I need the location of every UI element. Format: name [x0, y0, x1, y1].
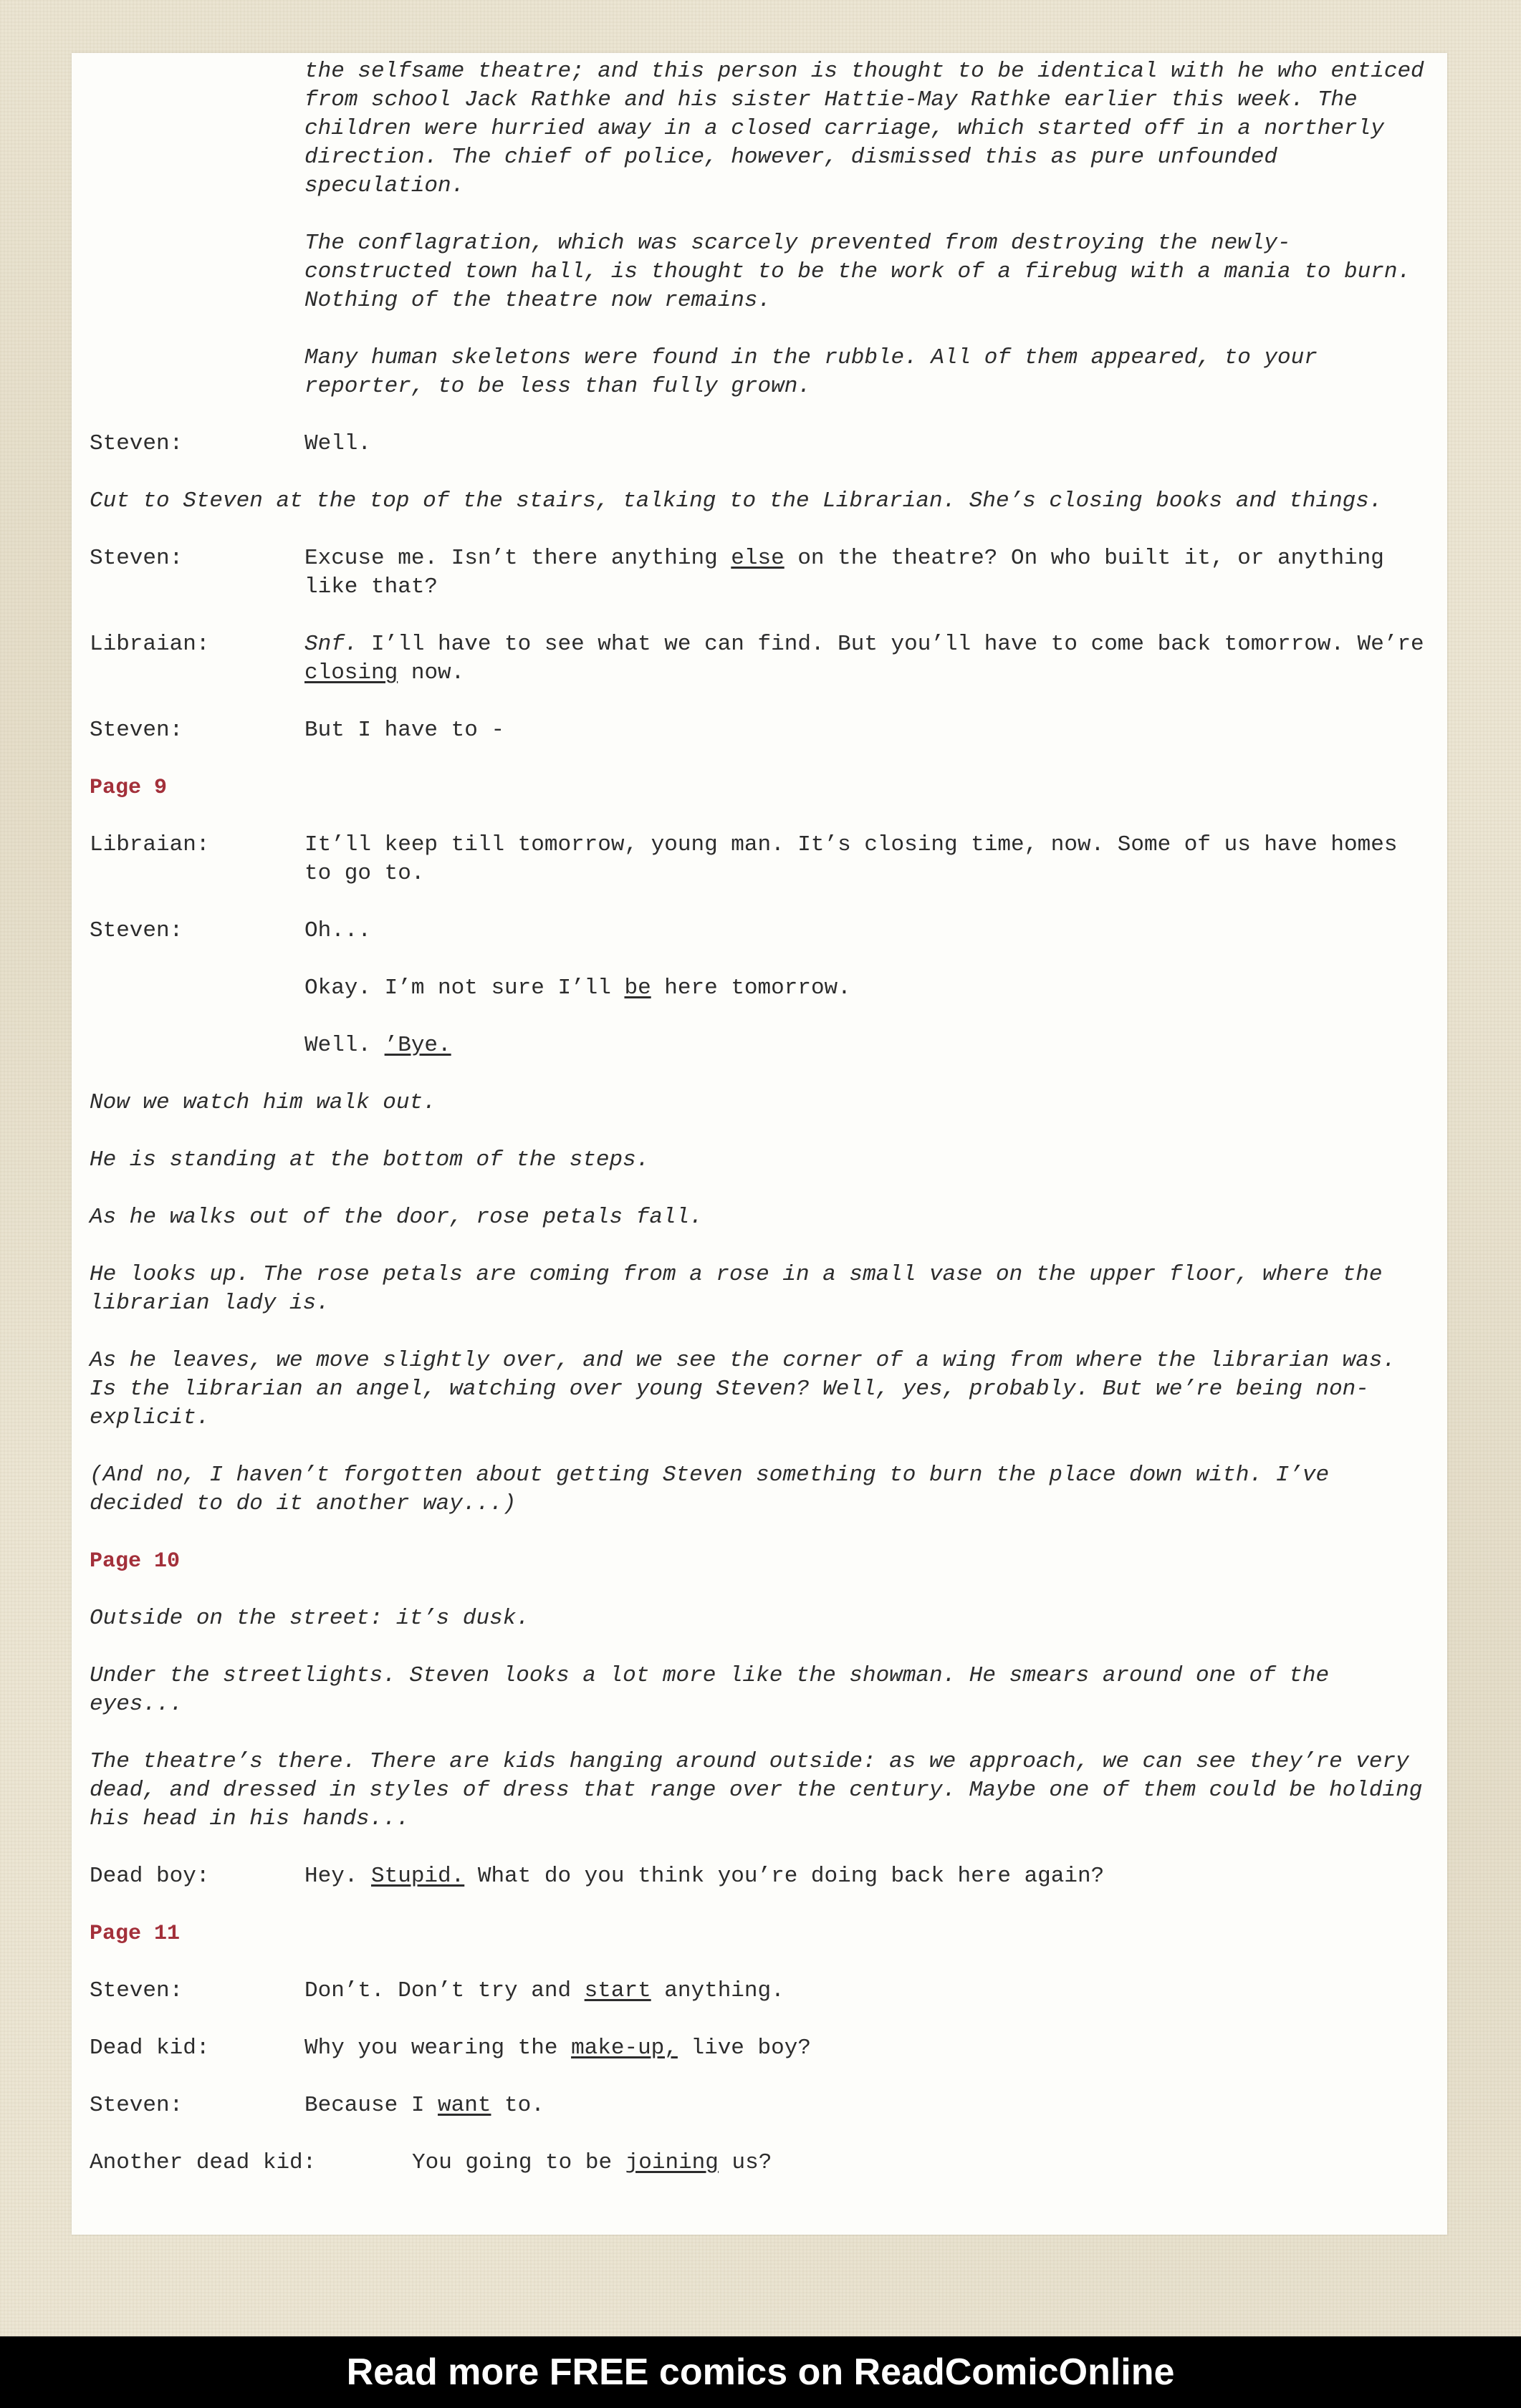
dialogue-line [90, 1862, 1429, 1891]
direction: The theatre’s there. There are kids hanging around outside: as we approach, we can see they’re very dead, and dressed in styles of dress that range over the century. Maybe one of them could be holding his head in his hands... [90, 1749, 1423, 1831]
dialogue-text: But I have to - [304, 718, 505, 743]
dialogue-line [90, 1977, 1429, 2005]
page-heading: Page 10 [90, 1549, 181, 1574]
speaker: Dead boy: [90, 1864, 210, 1889]
dialogue-line [90, 716, 1429, 745]
page-heading: Page 11 [90, 1922, 181, 1946]
dialogue-text: Well. [304, 431, 372, 456]
article-paragraph-3: Many human skeletons were found in the rubble. All of them appeared, to your reporter, to be less than fully grown. [304, 345, 1318, 399]
speaker: Libraian: [90, 832, 210, 857]
dialogue-text: Why you wearing the make-up, live boy? [304, 2036, 811, 2061]
dialogue-line [90, 2034, 1429, 2063]
speaker: Steven: [90, 431, 183, 456]
speaker: Dead kid: [90, 2036, 210, 2061]
speaker: Steven: [90, 1978, 183, 2003]
speaker: Steven: [90, 2093, 183, 2118]
dialogue-text: You going to be joining us? [412, 2150, 772, 2175]
dialogue-line [90, 430, 1429, 458]
dialogue-text: Excuse me. Isn’t there anything else on the theatre? On who built it, or anything like that? [304, 546, 1384, 599]
direction: As he walks out of the door, rose petals fall. [90, 1205, 703, 1230]
dialogue-text: Oh... [304, 918, 372, 943]
dialogue-text: Snf. I’ll have to see what we can find. But you’ll have to come back tomorrow. We’re closing now. [304, 632, 1424, 685]
dialogue-continuation: Okay. I’m not sure I’ll be here tomorrow. [304, 976, 851, 1001]
speaker: Steven: [90, 718, 183, 743]
dialogue-line [90, 544, 1429, 602]
dialogue-line [90, 630, 1429, 688]
speaker: Steven: [90, 918, 183, 943]
promo-footer-banner[interactable]: Read more FREE comics on ReadComicOnline [0, 2336, 1521, 2408]
speaker: Another dead kid: [90, 2150, 317, 2175]
article-paragraph-1: the selfsame theatre; and this person is thought to be identical with he who enticed from school Jack Rathke and his sister Hattie-May Rathke earlier this week. The children were hurried away in a closed carriage, which started off in a northerly direction. The chief of police, however, dismissed this as pure unfounded speculation. [304, 59, 1424, 198]
dialogue-line [90, 917, 1429, 945]
direction: Under the streetlights. Steven looks a lot more like the showman. He smears around one of the eyes... [90, 1663, 1330, 1717]
dialogue-line [90, 831, 1429, 888]
direction: He looks up. The rose petals are coming from a rose in a small vase on the upper floor, where the librarian lady is. [90, 1262, 1383, 1316]
direction: He is standing at the bottom of the steps. [90, 1147, 650, 1172]
speaker: Steven: [90, 546, 183, 571]
speaker: Libraian: [90, 632, 210, 657]
page-heading: Page 9 [90, 776, 168, 800]
dialogue-text: It’ll keep till tomorrow, young man. It’s closing time, now. Some of us have homes to go to. [304, 832, 1398, 886]
direction: (And no, I haven’t forgotten about getting Steven something to burn the place down with. I’ve decided to do it another way...) [90, 1463, 1330, 1516]
dialogue-line [90, 2091, 1429, 2120]
dialogue-text: Don’t. Don’t try and start anything. [304, 1978, 785, 2003]
dialogue-text: Hey. Stupid. What do you think you’re doing back here again? [304, 1864, 1105, 1889]
direction: Now we watch him walk out. [90, 1090, 436, 1115]
dialogue-text: Because I want to. [304, 2093, 544, 2118]
dialogue-line [90, 2149, 1429, 2177]
direction: Outside on the street: it’s dusk. [90, 1606, 529, 1631]
script-page [90, 57, 1429, 2206]
direction: As he leaves, we move slightly over, and we see the corner of a wing from where the librarian was. Is the librarian an angel, watching over young Steven? Well, yes, probably. But we’re being non-explicit. [90, 1348, 1396, 1430]
dialogue-continuation: Well. ’Bye. [304, 1033, 451, 1058]
direction: Cut to Steven at the top of the stairs, talking to the Librarian. She’s closing books and things. [90, 488, 1383, 514]
article-paragraph-2: The conflagration, which was scarcely prevented from destroying the newly-constructed town hall, is thought to be the work of a firebug with a mania to burn. Nothing of the theatre now remains. [304, 231, 1411, 313]
